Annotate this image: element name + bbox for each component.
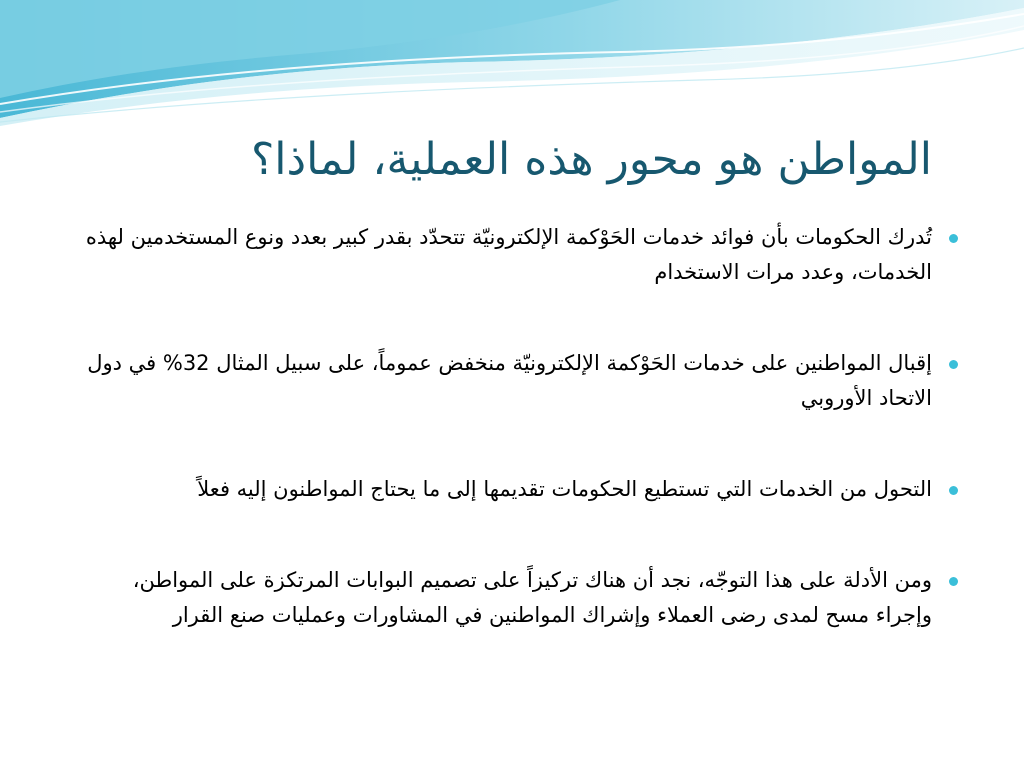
bullet-item bbox=[78, 563, 958, 633]
bullet-dot-icon bbox=[949, 234, 958, 243]
bullet-item bbox=[78, 346, 958, 416]
bullet-list bbox=[78, 220, 958, 633]
bullet-text: تُدرك الحكومات بأن فوائد خدمات الحَوْكمة الإلكترونيّة تتحدّد بقدر كبير بعدد ونوع المستخدمين لهذه الخدمات، وعدد مرات الاستخدام bbox=[85, 225, 932, 284]
bullet-item bbox=[78, 472, 958, 507]
bullet-text: التحول من الخدمات التي تستطيع الحكومات تقديمها إلى ما يحتاج المواطنون إليه فعلاً bbox=[197, 477, 932, 501]
bullet-dot-icon bbox=[949, 486, 958, 495]
bullet-dot-icon bbox=[949, 577, 958, 586]
bullet-item bbox=[78, 220, 958, 290]
bullet-dot-icon bbox=[949, 360, 958, 369]
slide-title: المواطن هو محور هذه العملية، لماذا؟ bbox=[250, 134, 932, 185]
bullet-text: ومن الأدلة على هذا التوجّه، نجد أن هناك تركيزاً على تصميم البوابات المرتكزة على المواطن، وإجراء مسح لمدى رضى العملاء وإشراك المواطنين في المشاورات وعمليات صنع القرار bbox=[132, 568, 932, 627]
header-wave-decoration bbox=[0, 0, 1024, 130]
bullet-text: إقبال المواطنين على خدمات الحَوْكمة الإلكترونيّة منخفض عموماً، على سبيل المثال 32% في دول الاتحاد الأوروبي bbox=[87, 351, 932, 410]
